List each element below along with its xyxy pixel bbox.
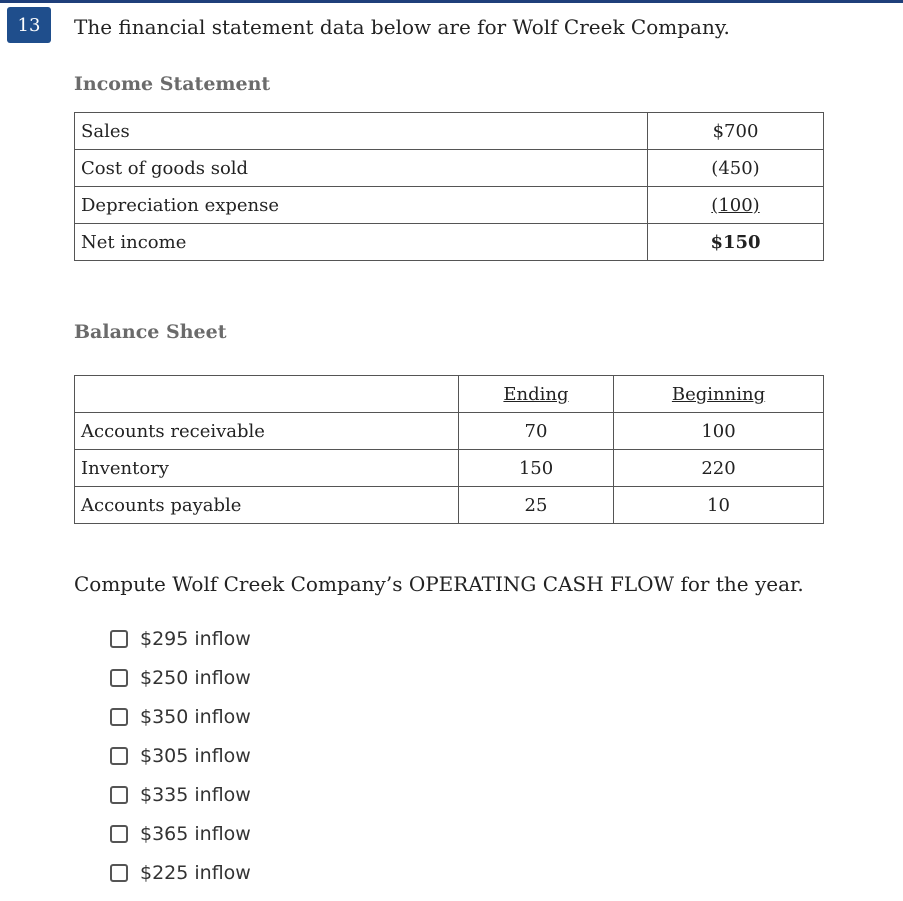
option-label: $335 inflow [140,783,251,806]
top-border [0,0,903,3]
table-row [75,413,824,450]
table-row [75,150,824,187]
answer-options [110,619,251,892]
table-row [75,224,824,261]
checkbox[interactable] [110,630,128,648]
value-text: (100) [711,194,760,216]
answer-option[interactable] [110,697,251,736]
header-ending-text: Ending [503,383,569,405]
answer-option[interactable] [110,853,251,892]
income-statement-table [74,112,824,261]
balance-sheet-heading: Balance Sheet [74,321,227,343]
checkbox[interactable] [110,747,128,765]
row-ending: 70 [459,413,614,450]
row-label: Net income [75,224,648,261]
question-number-badge: 13 [7,7,51,43]
option-label: $305 inflow [140,744,251,767]
option-label: $295 inflow [140,627,251,650]
header-ending [459,376,614,413]
checkbox[interactable] [110,864,128,882]
option-label: $365 inflow [140,822,251,845]
row-ending: 150 [459,450,614,487]
checkbox[interactable] [110,669,128,687]
question-intro: The financial statement data below are for Wolf Creek Company. [74,15,730,39]
header-beginning-text: Beginning [671,383,766,405]
row-value [648,113,824,150]
header-blank [75,376,459,413]
row-label: Cost of goods sold [75,150,648,187]
row-label: Depreciation expense [75,187,648,224]
answer-option[interactable] [110,814,251,853]
value-text: (450) [711,157,760,179]
row-label: Accounts receivable [75,413,459,450]
checkbox[interactable] [110,786,128,804]
answer-option[interactable] [110,736,251,775]
row-value [648,150,824,187]
row-beginning: 10 [614,487,824,524]
balance-sheet-table [74,375,824,524]
value-text: $150 [710,231,761,253]
row-beginning: 220 [614,450,824,487]
option-label: $250 inflow [140,666,251,689]
row-label: Accounts payable [75,487,459,524]
header-beginning [614,376,824,413]
row-beginning: 100 [614,413,824,450]
answer-option[interactable] [110,619,251,658]
row-value [648,224,824,261]
answer-option[interactable] [110,658,251,697]
row-label: Inventory [75,450,459,487]
value-text: $700 [712,120,759,142]
option-label: $350 inflow [140,705,251,728]
table-header-row [75,376,824,413]
row-value [648,187,824,224]
checkbox[interactable] [110,708,128,726]
table-row [75,487,824,524]
table-row [75,113,824,150]
income-statement-heading: Income Statement [74,73,271,95]
question-prompt: Compute Wolf Creek Company’s OPERATING CASH FLOW for the year. [74,572,804,596]
table-row [75,187,824,224]
row-label: Sales [75,113,648,150]
row-ending: 25 [459,487,614,524]
table-row [75,450,824,487]
option-label: $225 inflow [140,861,251,884]
answer-option[interactable] [110,775,251,814]
checkbox[interactable] [110,825,128,843]
